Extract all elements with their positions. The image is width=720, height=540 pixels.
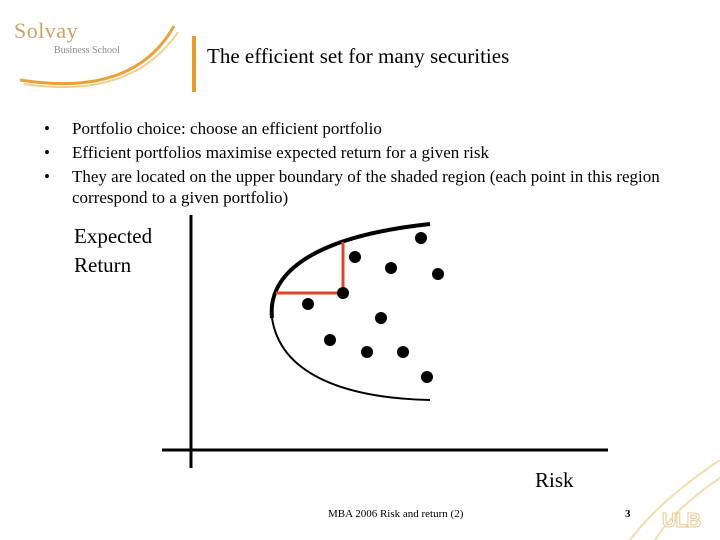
y-axis-label-line2: Return (74, 253, 132, 277)
page-number: 3 (625, 508, 631, 520)
bullet-text: They are located on the upper boundary of the shaded region (each point in this region correspond to a given portfolio) (72, 167, 660, 207)
portfolio-point (349, 251, 361, 263)
bullet-marker: • (44, 119, 50, 138)
slide-title: The efficient set for many securities (207, 44, 510, 68)
opportunity-set-lower (272, 318, 430, 400)
portfolio-point (375, 312, 387, 324)
logo-name: Solvay (14, 18, 79, 43)
efficient-frontier-highlight (276, 242, 343, 293)
portfolio-point (415, 232, 427, 244)
portfolio-point (421, 371, 433, 383)
portfolio-point (337, 287, 349, 299)
portfolio-point (361, 346, 373, 358)
portfolio-point (302, 298, 314, 310)
portfolio-point (397, 346, 409, 358)
corner-decoration-icon (600, 460, 720, 540)
y-axis-label (74, 222, 152, 280)
bullet-text: Efficient portfolios maximise expected return for a given risk (72, 143, 489, 162)
portfolio-points (302, 232, 444, 383)
ulb-logo: ULB (662, 510, 701, 532)
portfolio-point (385, 262, 397, 274)
footer-text: MBA 2006 Risk and return (2) (328, 508, 464, 520)
bullet-marker: • (44, 143, 50, 162)
y-axis-label-line1: Expected (74, 224, 153, 248)
bullet-marker: • (44, 167, 50, 186)
portfolio-point (324, 334, 336, 346)
portfolio-point (432, 268, 444, 280)
logo-subtitle: Business School (54, 45, 120, 56)
bullet-text: Portfolio choice: choose an efficient portfolio (72, 119, 382, 138)
efficient-frontier-upper (272, 224, 430, 318)
x-axis-label: Risk (535, 468, 574, 492)
